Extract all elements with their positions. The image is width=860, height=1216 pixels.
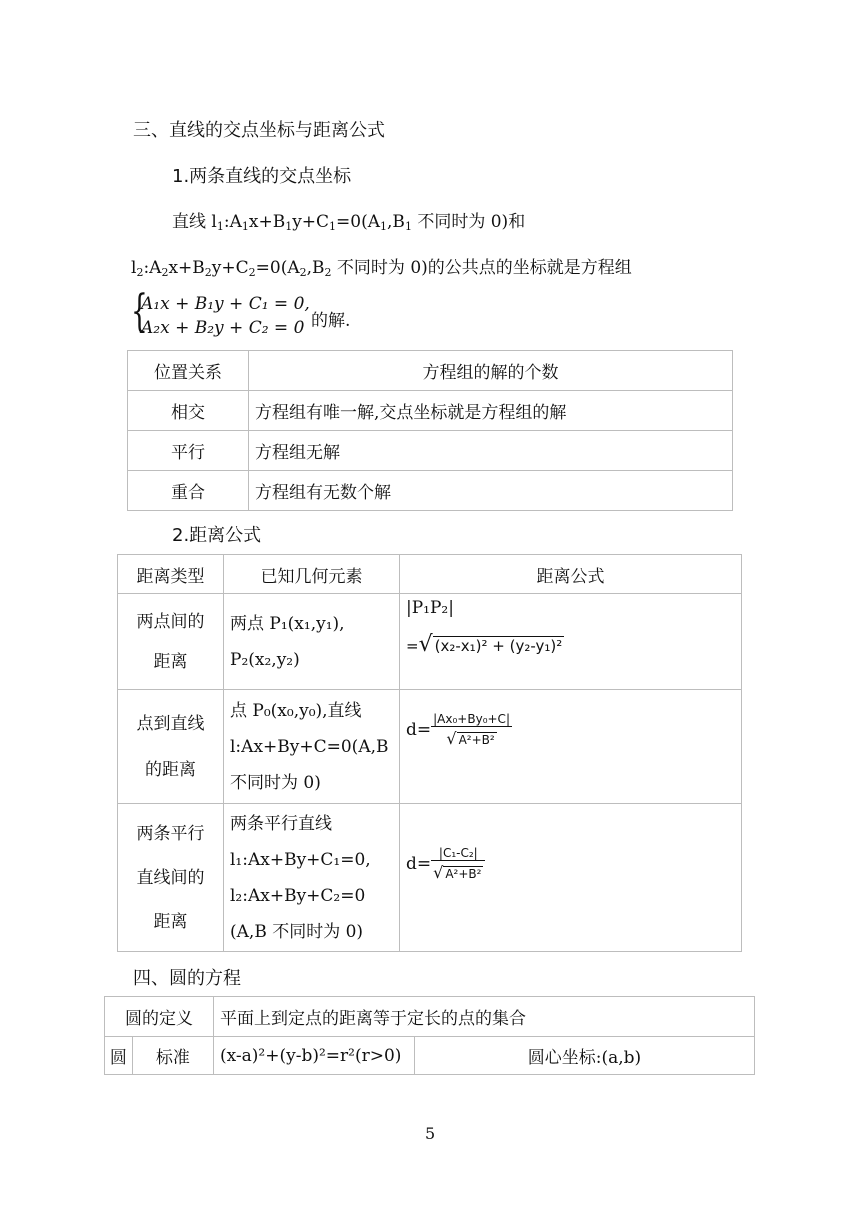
distance-table xyxy=(117,554,742,952)
circle-table xyxy=(104,996,755,1075)
equation-system xyxy=(131,286,391,342)
table-header: 已知几何元素 xyxy=(224,555,400,594)
parallel-lines-fraction: $\frac{\text{|C₁-C₂|}}{\text{√ A²+B²}}$ xyxy=(431,846,485,882)
system-equation-2: A₂x + B₂y + C₂ = 0 xyxy=(141,318,305,338)
table-row xyxy=(128,391,733,431)
table-cell: 两条平行 直线间的 距离 xyxy=(118,804,224,952)
table-row xyxy=(128,431,733,471)
table-header: 位置关系 xyxy=(128,351,249,391)
paragraph-line-1: 直线 $l_1:A_1x+B_1y+C_1=0(A_1,B_1$ 不同时为 0)和 xyxy=(172,212,526,233)
table-cell: d= $\frac{\text{|Ax₀+By₀+C|}}{\text{√ A²+B²}}$ xyxy=(400,690,742,804)
two-point-distance-label: |P₁P₂| xyxy=(406,598,454,618)
section-4-heading: 四、圆的方程 xyxy=(133,968,241,989)
table-row xyxy=(128,351,733,391)
table-cell: d= $\frac{\text{|C₁-C₂|}}{\text{√ A²+B²}}$ xyxy=(400,804,742,952)
subsection-2-heading xyxy=(172,521,261,547)
table-cell: 方程组有唯一解,交点坐标就是方程组的解 xyxy=(249,391,733,431)
table-row xyxy=(128,471,733,511)
table-header: 距离类型 xyxy=(118,555,224,594)
paragraph-line-2: $l_2:A_2x+B_2y+C_2=0(A_2,B_2$ 不同时为 0)的公共点的坐标就是方程组 xyxy=(131,258,632,279)
table-header: 距离公式 xyxy=(400,555,742,594)
table-cell: 平面上到定点的距离等于定长的点的集合 xyxy=(214,997,755,1037)
system-brace: { xyxy=(131,286,148,337)
table-cell: (x-a)²+(y-b)²=r²(r>0) xyxy=(214,1037,415,1075)
table-cell: 平行 xyxy=(128,431,249,471)
system-equation-1: A₁x + B₁y + C₁ = 0, xyxy=(141,294,310,314)
table-cell: 点 P₀(x₀,y₀),直线 l:Ax+By+C=0(A,B 不同时为 0) xyxy=(224,690,400,804)
table-cell: 圆心坐标:(a,b) xyxy=(415,1037,755,1075)
table-cell: 标准 xyxy=(132,1037,213,1075)
table-cell: 相交 xyxy=(128,391,249,431)
table-cell: 两点 P₁(x₁,y₁), P₂(x₂,y₂) xyxy=(224,594,400,690)
point-line-fraction: $\frac{\text{|Ax₀+By₀+C|}}{\text{√ A²+B²}}$ xyxy=(433,712,510,748)
table-cell: 圆的定义 xyxy=(105,997,214,1037)
table-cell: 方程组有无数个解 xyxy=(249,471,733,511)
table-header: 方程组的解的个数 xyxy=(249,351,733,391)
subsection-1-heading xyxy=(172,162,351,188)
table-cell: 方程组无解 xyxy=(249,431,733,471)
table-row xyxy=(118,555,742,594)
table-cell: 两条平行直线 l₁:Ax+By+C₁=0, l₂:Ax+By+C₂=0 (A,B 不同时为 0) xyxy=(224,804,400,952)
subsection-1-text: 1.两条直线的交点坐标 xyxy=(172,166,352,187)
table-row xyxy=(105,1037,755,1075)
page-number: 5 xyxy=(425,1124,436,1143)
table-row xyxy=(105,997,755,1037)
section-3-heading: 三、直线的交点坐标与距离公式 xyxy=(133,120,385,141)
table-row xyxy=(118,594,742,690)
table-cell: 点到直线 的距离 xyxy=(118,690,224,804)
table-cell: 重合 xyxy=(128,471,249,511)
two-point-distance-formula: =√ (x₂-x₁)² + (y₂-y₁)² xyxy=(406,632,563,657)
table-cell xyxy=(400,594,742,690)
subsection-2-text: 2.距离公式 xyxy=(172,525,262,546)
table-row xyxy=(118,690,742,804)
table-cell: 两点间的 距离 xyxy=(118,594,224,690)
table-row xyxy=(118,804,742,952)
table-cell: 圆 xyxy=(105,1037,133,1075)
system-suffix: 的解. xyxy=(311,311,351,331)
intersection-table xyxy=(127,350,733,511)
